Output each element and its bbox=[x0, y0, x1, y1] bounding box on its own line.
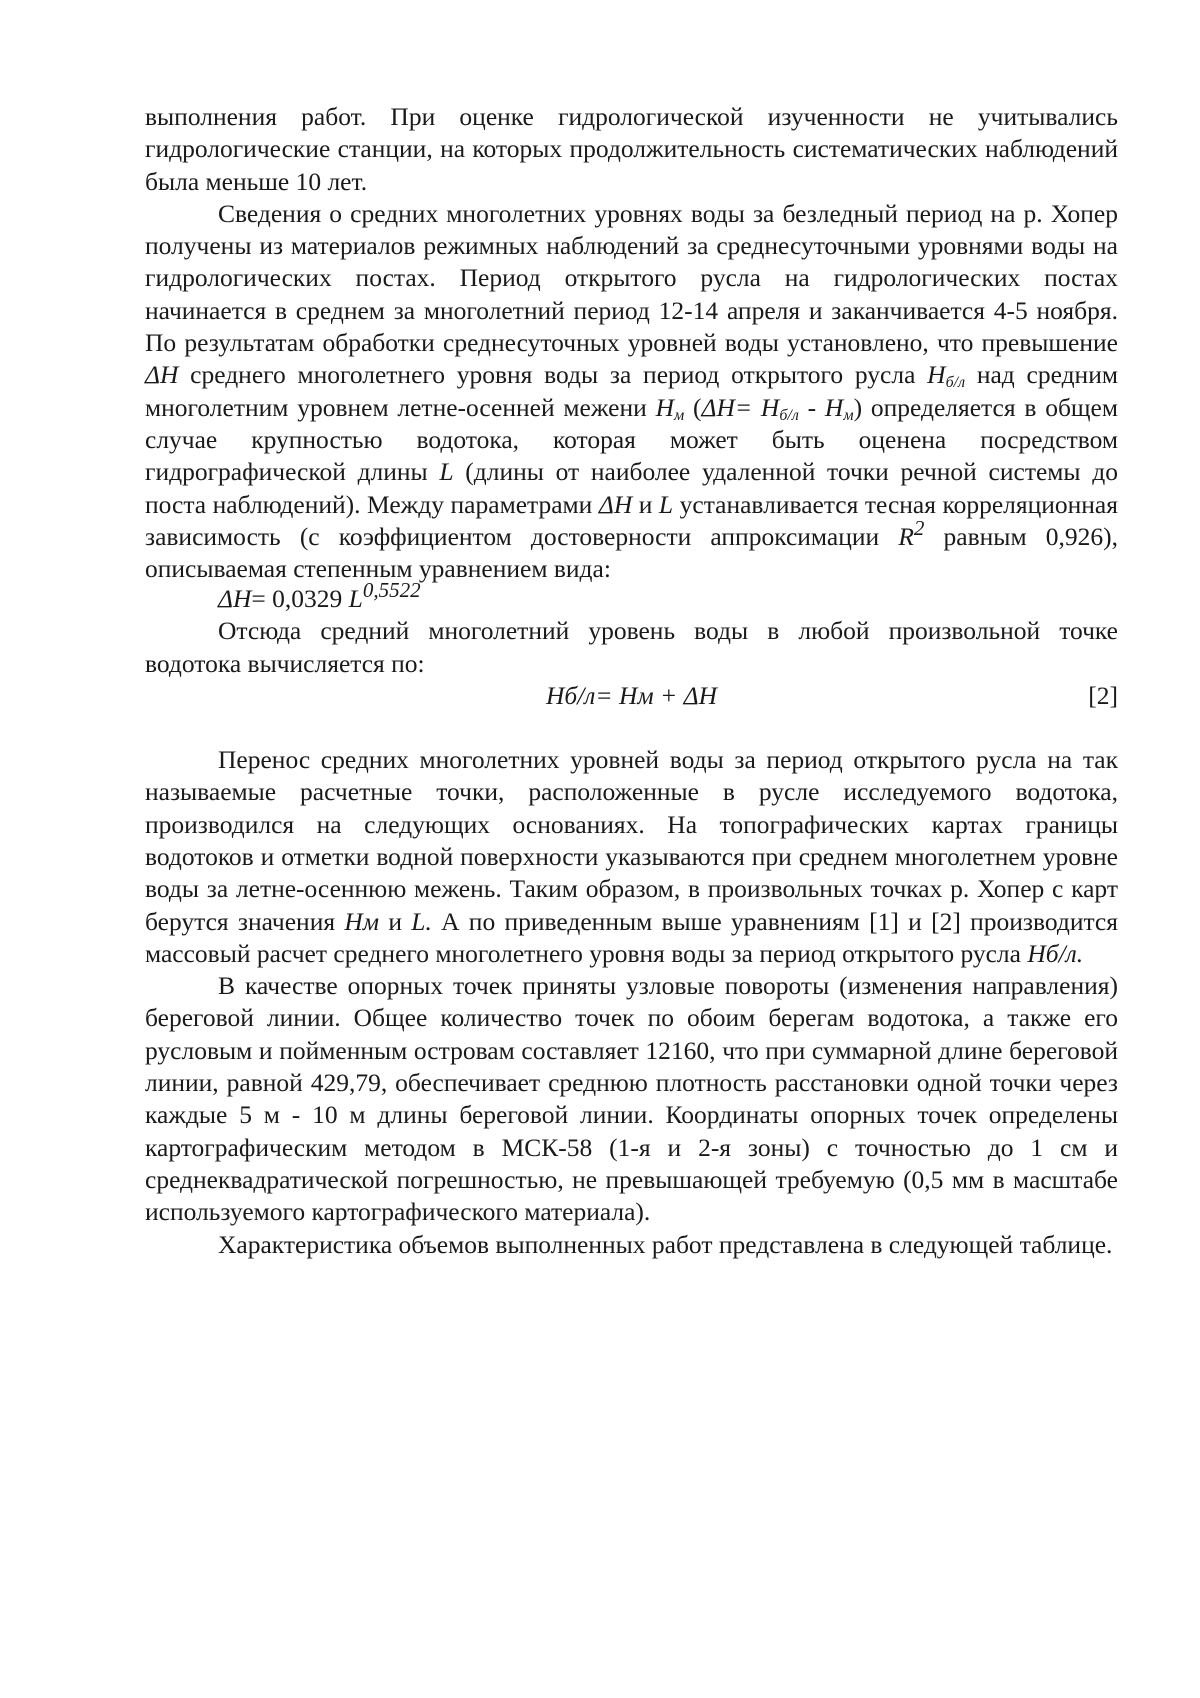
paragraph-intro: выполнения работ. При оценке гидрологической изученности не учитывались гидрологические станции, на которых продолжительность систематических наблюдений была меньше 10 лет. bbox=[145, 102, 1118, 196]
formula-level-sum-expression: Hб/л= Hм + ΔH bbox=[545, 681, 718, 711]
formula-number: [2] bbox=[1088, 681, 1118, 711]
paragraph-transfer: Перенос средних многолетних уровней воды за период открытого русла на так называемые расчетные точки, расположенные в русле исследуемого водотока, производился на следующих основаниях. На топографических картах границы водотоков и отметки водной поверхности указываются при среднем многолетнем уровне воды за летне-осеннюю межень. Таким образом, в произвольных точках р. Хопер с карт берутся значения Hм и L. А по приведенным выше уравнениям [1] и [2] производится массовый расчет среднего многолетнего уровня воды за период открытого русла Hб/л. bbox=[145, 745, 1118, 968]
blank-line bbox=[145, 713, 1118, 744]
paragraph-table-intro: Характеристика объемов выполненных работ представлена в следующей таблице. bbox=[218, 1229, 1113, 1259]
formula-level-sum bbox=[145, 680, 1118, 713]
paragraph-formula-intro: Отсюда средний многолетний уровень воды в любой произвольной точке водотока вычисляется по: bbox=[145, 616, 1118, 678]
paragraph-water-levels: Сведения о средних многолетних уровнях воды за безледный период на р. Хопер получены из материалов режимных наблюдений за среднесуточными уровнями воды на гидрологических постах. Период открытого русла на гидрологических постах начинается в среднем за многолетний период 12-14 апреля и заканчивается 4-5 ноября. По результатам обработки среднесуточных уровней воды установлено, что превышение ΔH среднего многолетнего уровня воды за период открытого русла $H_{б/л}$ над средним многолетним уровнем летне-осенней межени $H_м$ $(\Delta H= H_{б/л} - H_м)$ определяется в общем случае крупностью водотока, которая может быть оценена посредством гидрографической длины L (длины от наиболее удаленной точки речной системы до поста наблюдений). Между параметрами ΔH и L устанавливается тесная корреляционная зависимость (с коэффициентом достоверности аппроксимации $R^2$ равным 0,926), описываемая степенным уравнением вида: bbox=[145, 198, 1119, 584]
paragraph-reference-points: В качестве опорных точек приняты узловые повороты (изменения направления) береговой линии. Общее количество точек по обоим берегам водотока, а также его русловым и пойменным островам составляет 12160, что при суммарной длине береговой линии, равной 429,79, обеспечивает среднюю плотность расстановки одной точки через каждые 5 м - 10 м длины береговой линии. Координаты опорных точек определены картографическим методом в МСК-58 (1-я и 2-я зоны) с точностью до 1 см и среднеквадратической погрешностью, не превышающей требуемую (0,5 мм в масштабе используемого картографического материала). bbox=[145, 971, 1118, 1227]
formula-power-equation: ΔH= 0,0329 $L^{0,5522}$ bbox=[218, 578, 421, 614]
